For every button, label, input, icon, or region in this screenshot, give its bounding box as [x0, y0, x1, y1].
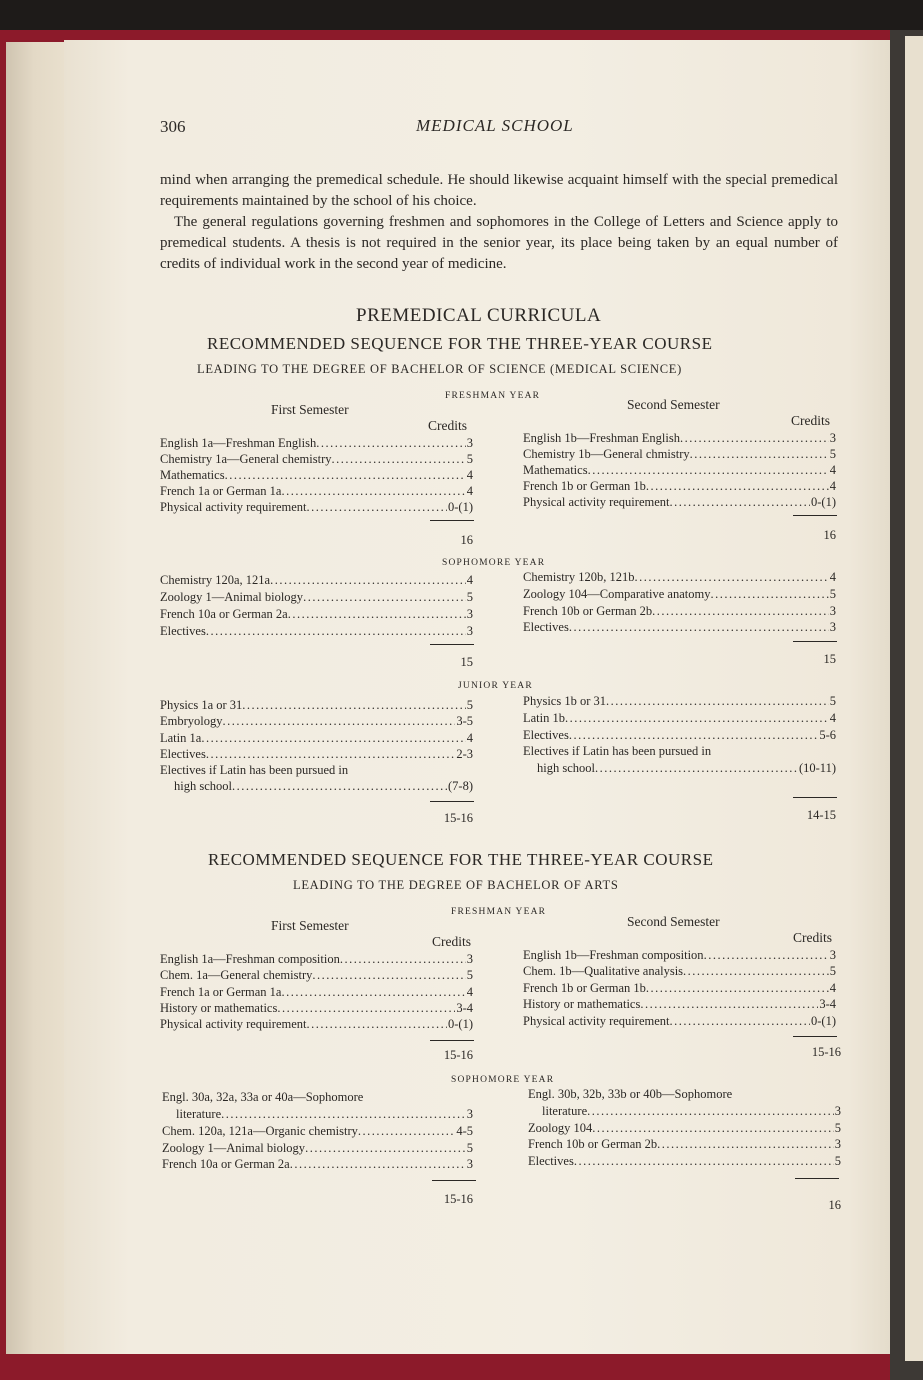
- course-row: high school ..... (7-8): [174, 779, 473, 795]
- course-row: French 10a or German 2a ..... 3: [162, 1157, 473, 1173]
- section1-credits-heading-right: Credits: [791, 413, 830, 428]
- section2-freshman-first-total: 15-16: [443, 1048, 473, 1062]
- section2-second-semester-heading: Second Semester: [627, 914, 720, 929]
- section2-sophomore-label: SOPHOMORE YEAR: [451, 1075, 555, 1085]
- course-row: Chem. 1a—General chemistry ..... 5: [160, 968, 473, 984]
- course-row: Electives ..... 5-6: [523, 728, 836, 744]
- section2-title: RECOMMENDED SEQUENCE FOR THE THREE-YEAR COURSE: [208, 850, 714, 869]
- section1-credits-heading-left: Credits: [428, 418, 467, 433]
- course-row: Zoology 1—Animal biology ..... 5: [160, 590, 473, 606]
- course-row: Physical activity requirement ..... 0-(1): [160, 1017, 473, 1033]
- section1-freshman-label: FRESHMAN YEAR: [445, 391, 541, 401]
- course-row: Zoology 104 ..... 5: [528, 1121, 841, 1137]
- course-row: English 1a—Freshman English ..... 3: [160, 436, 473, 452]
- course-row: Electives if Latin has been pursued in: [523, 744, 712, 758]
- total-rule: [793, 641, 837, 642]
- course-row: Electives ..... 5: [528, 1154, 841, 1170]
- course-row: Latin 1a ..... 4: [160, 731, 473, 747]
- section2-sophomore-second-total: 16: [828, 1198, 841, 1212]
- course-row: Chemistry 120b, 121b ..... 4: [523, 570, 836, 586]
- course-row: Physics 1a or 31 ..... 5: [160, 698, 473, 714]
- course-row: Chem. 1b—Qualitative analysis ..... 5: [523, 964, 836, 980]
- section2-sophomore-first-total: 15-16: [443, 1192, 473, 1206]
- course-row: Zoology 1—Animal biology ..... 5: [162, 1141, 473, 1157]
- intro-paragraph-1: mind when arranging the premedical schedule. He should likewise acquaint himself with the special premedical requirements maintained by the school of his choice.: [160, 172, 838, 209]
- section2-first-semester-heading: First Semester: [271, 918, 349, 933]
- course-row: French 1b or German 1b ..... 4: [523, 981, 836, 997]
- course-row: Embryology ..... 3-5: [160, 714, 473, 730]
- total-rule: [795, 1178, 839, 1179]
- section2-credits-heading-right: Credits: [793, 930, 832, 945]
- section2-freshman-second-total: 15-16: [811, 1045, 841, 1059]
- course-row: French 10a or German 2a ..... 3: [160, 607, 473, 623]
- course-row: French 1a or German 1a ..... 4: [160, 985, 473, 1001]
- course-row: Electives if Latin has been pursued in: [160, 763, 349, 777]
- course-row: Physical activity requirement ..... 0-(1): [523, 1014, 836, 1030]
- course-row: Physical activity requirement ..... 0-(1): [160, 500, 473, 516]
- section1-second-semester-heading: Second Semester: [627, 397, 720, 412]
- course-row: Electives ..... 2-3: [160, 747, 473, 763]
- course-row: Electives ..... 3: [160, 624, 473, 640]
- course-row: Physical activity requirement ..... 0-(1): [523, 495, 836, 511]
- next-page-edge: [905, 36, 923, 1361]
- course-row: Zoology 104—Comparative anatomy ..... 5: [523, 587, 836, 603]
- course-row: Mathematics ..... 4: [160, 468, 473, 484]
- section1-title: RECOMMENDED SEQUENCE FOR THE THREE-YEAR COURSE: [207, 334, 713, 353]
- course-row: literature ..... 3: [176, 1107, 473, 1123]
- course-row: French 1b or German 1b ..... 4: [523, 479, 836, 495]
- intro-text: [160, 170, 838, 275]
- total-rule: [793, 797, 837, 798]
- course-row: Electives ..... 3: [523, 620, 836, 636]
- section2-credits-heading-left: Credits: [432, 934, 471, 949]
- section1-freshman-first-total: 16: [460, 533, 473, 547]
- course-row: English 1a—Freshman composition ..... 3: [160, 952, 473, 968]
- intro-paragraph-2: The general regulations governing freshmen and sophomores in the College of Letters and Science apply to premedical students. A thesis is not required in the senior year, its place being taken by an equal number of credits of individual work in the second year of medicine.: [160, 214, 838, 272]
- total-rule: [430, 1040, 474, 1041]
- course-row: French 10b or German 2b ..... 3: [523, 604, 836, 620]
- course-row: Chemistry 120a, 121a ..... 4: [160, 573, 473, 589]
- section1-junior-second-total: 14-15: [806, 808, 836, 822]
- section1-junior-label: JUNIOR YEAR: [458, 681, 533, 691]
- course-row: Mathematics ..... 4: [523, 463, 836, 479]
- running-title: MEDICAL SCHOOL: [416, 116, 574, 135]
- course-row: English 1b—Freshman English ..... 3: [523, 431, 836, 447]
- section2-subtitle: LEADING TO THE DEGREE OF BACHELOR OF ARTS: [293, 878, 619, 892]
- page-number: 306: [160, 117, 186, 136]
- total-rule: [793, 515, 837, 516]
- course-row: literature ..... 3: [542, 1104, 841, 1120]
- course-row: Chemistry 1a—General chemistry ..... 5: [160, 452, 473, 468]
- section1-freshman-second-total: 16: [823, 528, 836, 542]
- course-row: Chemistry 1b—General chmistry ..... 5: [523, 447, 836, 463]
- top-background: [0, 0, 923, 32]
- course-row: Engl. 30a, 32a, 33a or 40a—Sophomore: [162, 1090, 364, 1104]
- main-title: PREMEDICAL CURRICULA: [356, 305, 602, 326]
- course-row: History or mathematics ..... 3-4: [160, 1001, 473, 1017]
- total-rule: [432, 1180, 476, 1181]
- course-row: high school ..... (10-11): [537, 761, 836, 777]
- total-rule: [430, 644, 474, 645]
- course-row: French 1a or German 1a ..... 4: [160, 484, 473, 500]
- section2-freshman-label: FRESHMAN YEAR: [451, 907, 547, 917]
- course-row: Latin 1b ..... 4: [523, 711, 836, 727]
- course-row: Engl. 30b, 32b, 33b or 40b—Sophomore: [528, 1087, 733, 1101]
- total-rule: [793, 1036, 837, 1037]
- section1-sophomore-label: SOPHOMORE YEAR: [442, 558, 546, 568]
- total-rule: [430, 520, 474, 521]
- section1-subtitle: LEADING TO THE DEGREE OF BACHELOR OF SCIENCE (MEDICAL SCIENCE): [197, 362, 682, 376]
- total-rule: [430, 801, 474, 802]
- course-row: Physics 1b or 31 ..... 5: [523, 694, 836, 710]
- section1-junior-first-total: 15-16: [443, 811, 473, 825]
- course-row: French 10b or German 2b ..... 3: [528, 1137, 841, 1153]
- section1-sophomore-second-total: 15: [823, 652, 836, 666]
- section1-sophomore-first-total: 15: [460, 655, 473, 669]
- section1-first-semester-heading: First Semester: [271, 402, 349, 417]
- course-row: English 1b—Freshman composition ..... 3: [523, 948, 836, 964]
- course-row: Chem. 120a, 121a—Organic chemistry ..... 4-5: [162, 1124, 473, 1140]
- course-row: History or mathematics ..... 3-4: [523, 997, 836, 1013]
